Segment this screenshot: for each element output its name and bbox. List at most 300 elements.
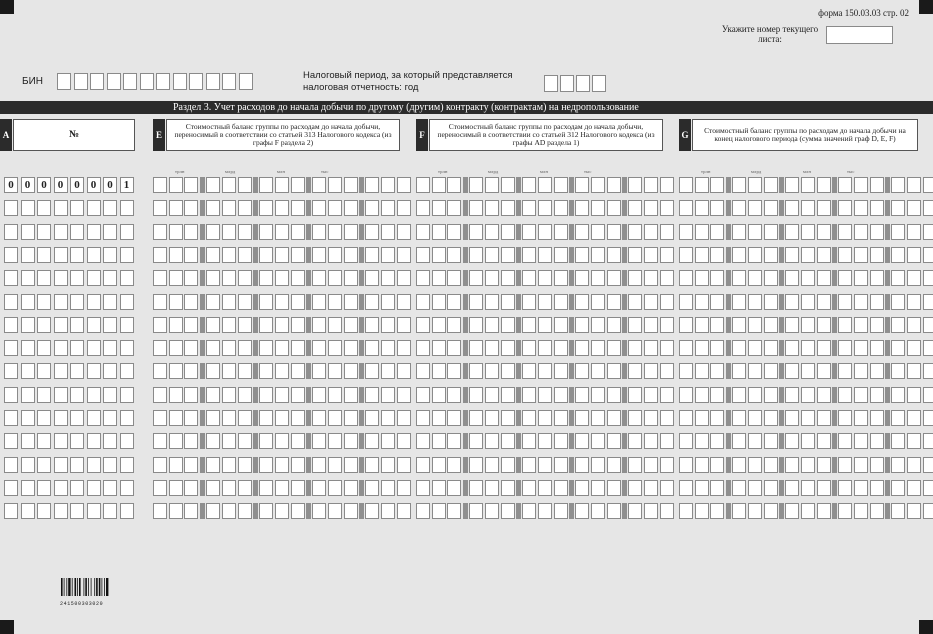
- amount-digit-cell[interactable]: [575, 270, 589, 286]
- amount-digit-cell[interactable]: [259, 503, 273, 519]
- amount-digit-cell[interactable]: [838, 340, 852, 356]
- number-digit-cell[interactable]: [120, 387, 134, 403]
- amount-digit-cell[interactable]: [817, 177, 831, 193]
- amount-digit-cell[interactable]: [817, 433, 831, 449]
- amount-digit-cell[interactable]: [416, 433, 430, 449]
- amount-digit-cell[interactable]: [870, 224, 884, 240]
- amount-digit-cell[interactable]: [416, 247, 430, 263]
- amount-digit-cell[interactable]: [344, 317, 358, 333]
- amount-digit-cell[interactable]: [660, 294, 674, 310]
- number-digit-cell[interactable]: [103, 363, 117, 379]
- amount-digit-cell[interactable]: [259, 200, 273, 216]
- amount-digit-cell[interactable]: [522, 387, 536, 403]
- year-digit-cell[interactable]: [576, 75, 590, 92]
- amount-digit-cell[interactable]: [785, 317, 799, 333]
- amount-digit-cell[interactable]: [206, 294, 220, 310]
- amount-digit-cell[interactable]: [432, 224, 446, 240]
- amount-digit-cell[interactable]: [710, 270, 724, 286]
- amount-digit-cell[interactable]: [469, 270, 483, 286]
- amount-digit-cell[interactable]: [432, 270, 446, 286]
- amount-digit-cell[interactable]: [679, 410, 693, 426]
- amount-digit-cell[interactable]: [291, 410, 305, 426]
- amount-digit-cell[interactable]: [817, 457, 831, 473]
- amount-digit-cell[interactable]: [275, 387, 289, 403]
- amount-digit-cell[interactable]: [538, 340, 552, 356]
- amount-digit-cell[interactable]: [838, 410, 852, 426]
- number-digit-cell[interactable]: [21, 387, 35, 403]
- amount-digit-cell[interactable]: [801, 457, 815, 473]
- amount-digit-cell[interactable]: [312, 294, 326, 310]
- amount-digit-cell[interactable]: [710, 200, 724, 216]
- amount-digit-cell[interactable]: [238, 480, 252, 496]
- amount-digit-cell[interactable]: [501, 410, 515, 426]
- amount-digit-cell[interactable]: [312, 224, 326, 240]
- amount-digit-cell[interactable]: [538, 317, 552, 333]
- amount-digit-cell[interactable]: [870, 270, 884, 286]
- amount-digit-cell[interactable]: [238, 340, 252, 356]
- amount-digit-cell[interactable]: [607, 433, 621, 449]
- amount-digit-cell[interactable]: [854, 294, 868, 310]
- amount-digit-cell[interactable]: [748, 410, 762, 426]
- number-digit-cell[interactable]: [37, 200, 51, 216]
- amount-digit-cell[interactable]: [854, 270, 868, 286]
- amount-digit-cell[interactable]: [554, 270, 568, 286]
- amount-digit-cell[interactable]: [169, 317, 183, 333]
- amount-digit-cell[interactable]: [184, 224, 198, 240]
- amount-digit-cell[interactable]: [169, 177, 183, 193]
- amount-digit-cell[interactable]: [923, 247, 933, 263]
- amount-digit-cell[interactable]: [891, 294, 905, 310]
- amount-digit-cell[interactable]: [554, 317, 568, 333]
- amount-digit-cell[interactable]: [469, 224, 483, 240]
- amount-digit-cell[interactable]: [291, 200, 305, 216]
- amount-digit-cell[interactable]: [554, 363, 568, 379]
- amount-digit-cell[interactable]: [838, 224, 852, 240]
- amount-digit-cell[interactable]: [312, 247, 326, 263]
- number-digit-cell[interactable]: [87, 247, 101, 263]
- amount-digit-cell[interactable]: [591, 480, 605, 496]
- number-digit-cell[interactable]: [21, 317, 35, 333]
- amount-digit-cell[interactable]: [554, 433, 568, 449]
- amount-digit-cell[interactable]: [169, 410, 183, 426]
- amount-digit-cell[interactable]: [501, 387, 515, 403]
- amount-digit-cell[interactable]: [891, 200, 905, 216]
- bin-digit-cell[interactable]: [189, 73, 203, 90]
- amount-digit-cell[interactable]: [628, 177, 642, 193]
- amount-digit-cell[interactable]: [485, 433, 499, 449]
- amount-digit-cell[interactable]: [679, 247, 693, 263]
- amount-digit-cell[interactable]: [907, 317, 921, 333]
- amount-digit-cell[interactable]: [891, 224, 905, 240]
- number-digit-cell[interactable]: [54, 387, 68, 403]
- amount-digit-cell[interactable]: [679, 363, 693, 379]
- amount-digit-cell[interactable]: [764, 433, 778, 449]
- amount-digit-cell[interactable]: [838, 270, 852, 286]
- amount-digit-cell[interactable]: [732, 480, 746, 496]
- amount-digit-cell[interactable]: [907, 457, 921, 473]
- amount-digit-cell[interactable]: [679, 317, 693, 333]
- amount-digit-cell[interactable]: [238, 177, 252, 193]
- amount-digit-cell[interactable]: [907, 200, 921, 216]
- amount-digit-cell[interactable]: [575, 363, 589, 379]
- amount-digit-cell[interactable]: [397, 294, 411, 310]
- amount-digit-cell[interactable]: [397, 340, 411, 356]
- amount-digit-cell[interactable]: [206, 457, 220, 473]
- bin-digit-cell[interactable]: [222, 73, 236, 90]
- amount-digit-cell[interactable]: [732, 294, 746, 310]
- amount-digit-cell[interactable]: [538, 363, 552, 379]
- number-digit-cell[interactable]: [54, 340, 68, 356]
- amount-digit-cell[interactable]: [679, 177, 693, 193]
- amount-digit-cell[interactable]: [591, 224, 605, 240]
- amount-digit-cell[interactable]: [801, 387, 815, 403]
- amount-digit-cell[interactable]: [344, 200, 358, 216]
- amount-digit-cell[interactable]: [469, 503, 483, 519]
- amount-digit-cell[interactable]: [184, 177, 198, 193]
- amount-digit-cell[interactable]: [748, 387, 762, 403]
- amount-digit-cell[interactable]: [907, 387, 921, 403]
- number-digit-cell[interactable]: [120, 224, 134, 240]
- amount-digit-cell[interactable]: [365, 317, 379, 333]
- amount-digit-cell[interactable]: [469, 387, 483, 403]
- amount-digit-cell[interactable]: [447, 340, 461, 356]
- amount-digit-cell[interactable]: [854, 224, 868, 240]
- amount-digit-cell[interactable]: [554, 294, 568, 310]
- amount-digit-cell[interactable]: [607, 270, 621, 286]
- amount-digit-cell[interactable]: [923, 457, 933, 473]
- amount-digit-cell[interactable]: [891, 270, 905, 286]
- year-digit-cell[interactable]: [560, 75, 574, 92]
- number-digit-cell[interactable]: [21, 247, 35, 263]
- amount-digit-cell[interactable]: [695, 294, 709, 310]
- amount-digit-cell[interactable]: [695, 177, 709, 193]
- amount-digit-cell[interactable]: [628, 224, 642, 240]
- amount-digit-cell[interactable]: [222, 177, 236, 193]
- number-digit-cell[interactable]: [87, 433, 101, 449]
- amount-digit-cell[interactable]: [785, 200, 799, 216]
- amount-digit-cell[interactable]: [328, 177, 342, 193]
- amount-digit-cell[interactable]: [206, 224, 220, 240]
- amount-digit-cell[interactable]: [838, 503, 852, 519]
- number-digit-cell[interactable]: [37, 410, 51, 426]
- number-digit-cell[interactable]: [21, 457, 35, 473]
- number-digit-cell[interactable]: [21, 294, 35, 310]
- amount-digit-cell[interactable]: [206, 200, 220, 216]
- amount-digit-cell[interactable]: [169, 340, 183, 356]
- number-digit-cell[interactable]: [70, 294, 84, 310]
- amount-digit-cell[interactable]: [923, 177, 933, 193]
- amount-digit-cell[interactable]: [764, 294, 778, 310]
- amount-digit-cell[interactable]: [184, 247, 198, 263]
- amount-digit-cell[interactable]: [344, 363, 358, 379]
- amount-digit-cell[interactable]: [907, 480, 921, 496]
- number-digit-cell[interactable]: [120, 410, 134, 426]
- amount-digit-cell[interactable]: [801, 363, 815, 379]
- amount-digit-cell[interactable]: [485, 177, 499, 193]
- amount-digit-cell[interactable]: [607, 224, 621, 240]
- amount-digit-cell[interactable]: [710, 224, 724, 240]
- amount-digit-cell[interactable]: [923, 317, 933, 333]
- number-digit-cell[interactable]: [54, 480, 68, 496]
- number-digit-cell[interactable]: [70, 224, 84, 240]
- amount-digit-cell[interactable]: [365, 340, 379, 356]
- number-digit-cell[interactable]: [4, 503, 18, 519]
- amount-digit-cell[interactable]: [854, 200, 868, 216]
- amount-digit-cell[interactable]: [365, 200, 379, 216]
- amount-digit-cell[interactable]: [169, 294, 183, 310]
- amount-digit-cell[interactable]: [501, 480, 515, 496]
- amount-digit-cell[interactable]: [679, 480, 693, 496]
- number-digit-cell[interactable]: [54, 294, 68, 310]
- amount-digit-cell[interactable]: [854, 457, 868, 473]
- amount-digit-cell[interactable]: [485, 340, 499, 356]
- amount-digit-cell[interactable]: [732, 177, 746, 193]
- amount-digit-cell[interactable]: [432, 340, 446, 356]
- amount-digit-cell[interactable]: [628, 247, 642, 263]
- bin-digit-cell[interactable]: [206, 73, 220, 90]
- amount-digit-cell[interactable]: [432, 294, 446, 310]
- bin-digit-cell[interactable]: [140, 73, 154, 90]
- amount-digit-cell[interactable]: [184, 503, 198, 519]
- number-digit-cell[interactable]: [70, 410, 84, 426]
- amount-digit-cell[interactable]: [801, 480, 815, 496]
- number-digit-cell[interactable]: [120, 294, 134, 310]
- amount-digit-cell[interactable]: [801, 433, 815, 449]
- amount-digit-cell[interactable]: [169, 224, 183, 240]
- number-digit-cell[interactable]: [37, 457, 51, 473]
- amount-digit-cell[interactable]: [344, 503, 358, 519]
- amount-digit-cell[interactable]: [432, 247, 446, 263]
- amount-digit-cell[interactable]: [710, 433, 724, 449]
- amount-digit-cell[interactable]: [291, 177, 305, 193]
- amount-digit-cell[interactable]: [344, 224, 358, 240]
- amount-digit-cell[interactable]: [538, 294, 552, 310]
- amount-digit-cell[interactable]: [679, 503, 693, 519]
- amount-digit-cell[interactable]: [432, 387, 446, 403]
- amount-digit-cell[interactable]: [575, 317, 589, 333]
- amount-digit-cell[interactable]: [501, 317, 515, 333]
- amount-digit-cell[interactable]: [575, 433, 589, 449]
- amount-digit-cell[interactable]: [838, 317, 852, 333]
- amount-digit-cell[interactable]: [907, 270, 921, 286]
- amount-digit-cell[interactable]: [923, 480, 933, 496]
- number-digit-cell[interactable]: [37, 247, 51, 263]
- amount-digit-cell[interactable]: [416, 177, 430, 193]
- number-digit-cell[interactable]: [103, 294, 117, 310]
- amount-digit-cell[interactable]: [607, 177, 621, 193]
- amount-digit-cell[interactable]: [732, 270, 746, 286]
- amount-digit-cell[interactable]: [764, 363, 778, 379]
- amount-digit-cell[interactable]: [679, 224, 693, 240]
- amount-digit-cell[interactable]: [838, 177, 852, 193]
- amount-digit-cell[interactable]: [328, 387, 342, 403]
- amount-digit-cell[interactable]: [184, 457, 198, 473]
- amount-digit-cell[interactable]: [748, 270, 762, 286]
- number-digit-cell[interactable]: [21, 270, 35, 286]
- year-digit-cell[interactable]: [544, 75, 558, 92]
- number-digit-cell[interactable]: [4, 363, 18, 379]
- amount-digit-cell[interactable]: [907, 247, 921, 263]
- amount-digit-cell[interactable]: [764, 247, 778, 263]
- amount-digit-cell[interactable]: [660, 457, 674, 473]
- amount-digit-cell[interactable]: [891, 433, 905, 449]
- amount-digit-cell[interactable]: [291, 224, 305, 240]
- amount-digit-cell[interactable]: [485, 270, 499, 286]
- amount-digit-cell[interactable]: [710, 340, 724, 356]
- amount-digit-cell[interactable]: [522, 270, 536, 286]
- amount-digit-cell[interactable]: [710, 317, 724, 333]
- number-digit-cell[interactable]: [70, 433, 84, 449]
- amount-digit-cell[interactable]: [838, 480, 852, 496]
- amount-digit-cell[interactable]: [785, 503, 799, 519]
- number-digit-cell[interactable]: [120, 503, 134, 519]
- amount-digit-cell[interactable]: [447, 224, 461, 240]
- number-digit-cell[interactable]: [87, 224, 101, 240]
- amount-digit-cell[interactable]: [554, 410, 568, 426]
- amount-digit-cell[interactable]: [222, 340, 236, 356]
- amount-digit-cell[interactable]: [522, 457, 536, 473]
- amount-digit-cell[interactable]: [644, 317, 658, 333]
- amount-digit-cell[interactable]: [817, 340, 831, 356]
- number-digit-cell[interactable]: [4, 224, 18, 240]
- amount-digit-cell[interactable]: [238, 410, 252, 426]
- amount-digit-cell[interactable]: [416, 457, 430, 473]
- amount-digit-cell[interactable]: [344, 387, 358, 403]
- amount-digit-cell[interactable]: [344, 247, 358, 263]
- amount-digit-cell[interactable]: [365, 270, 379, 286]
- amount-digit-cell[interactable]: [153, 503, 167, 519]
- amount-digit-cell[interactable]: [522, 433, 536, 449]
- number-digit-cell[interactable]: [54, 224, 68, 240]
- amount-digit-cell[interactable]: [854, 387, 868, 403]
- amount-digit-cell[interactable]: [169, 457, 183, 473]
- amount-digit-cell[interactable]: [591, 340, 605, 356]
- amount-digit-cell[interactable]: [275, 200, 289, 216]
- number-digit-cell[interactable]: [37, 270, 51, 286]
- amount-digit-cell[interactable]: [575, 480, 589, 496]
- amount-digit-cell[interactable]: [785, 270, 799, 286]
- number-digit-cell[interactable]: [21, 224, 35, 240]
- amount-digit-cell[interactable]: [522, 317, 536, 333]
- amount-digit-cell[interactable]: [591, 177, 605, 193]
- amount-digit-cell[interactable]: [522, 363, 536, 379]
- amount-digit-cell[interactable]: [607, 294, 621, 310]
- amount-digit-cell[interactable]: [785, 387, 799, 403]
- number-digit-cell[interactable]: [37, 363, 51, 379]
- amount-digit-cell[interactable]: [416, 410, 430, 426]
- amount-digit-cell[interactable]: [259, 387, 273, 403]
- amount-digit-cell[interactable]: [817, 387, 831, 403]
- amount-digit-cell[interactable]: [328, 200, 342, 216]
- amount-digit-cell[interactable]: [785, 480, 799, 496]
- amount-digit-cell[interactable]: [538, 387, 552, 403]
- amount-digit-cell[interactable]: [660, 200, 674, 216]
- amount-digit-cell[interactable]: [501, 224, 515, 240]
- number-digit-cell[interactable]: [120, 247, 134, 263]
- amount-digit-cell[interactable]: [891, 480, 905, 496]
- amount-digit-cell[interactable]: [644, 247, 658, 263]
- amount-digit-cell[interactable]: [732, 247, 746, 263]
- number-digit-cell[interactable]: [37, 224, 51, 240]
- amount-digit-cell[interactable]: [238, 294, 252, 310]
- amount-digit-cell[interactable]: [695, 224, 709, 240]
- number-digit-cell[interactable]: [70, 480, 84, 496]
- amount-digit-cell[interactable]: [153, 340, 167, 356]
- amount-digit-cell[interactable]: [275, 294, 289, 310]
- amount-digit-cell[interactable]: [907, 294, 921, 310]
- amount-digit-cell[interactable]: [291, 480, 305, 496]
- amount-digit-cell[interactable]: [679, 433, 693, 449]
- amount-digit-cell[interactable]: [870, 387, 884, 403]
- amount-digit-cell[interactable]: [238, 224, 252, 240]
- amount-digit-cell[interactable]: [153, 363, 167, 379]
- amount-digit-cell[interactable]: [381, 317, 395, 333]
- amount-digit-cell[interactable]: [538, 503, 552, 519]
- amount-digit-cell[interactable]: [169, 387, 183, 403]
- number-digit-cell[interactable]: [4, 480, 18, 496]
- amount-digit-cell[interactable]: [416, 270, 430, 286]
- number-digit-cell[interactable]: [120, 363, 134, 379]
- number-digit-cell[interactable]: [103, 317, 117, 333]
- amount-digit-cell[interactable]: [447, 294, 461, 310]
- amount-digit-cell[interactable]: [397, 387, 411, 403]
- amount-digit-cell[interactable]: [206, 363, 220, 379]
- amount-digit-cell[interactable]: [381, 224, 395, 240]
- amount-digit-cell[interactable]: [522, 410, 536, 426]
- amount-digit-cell[interactable]: [469, 317, 483, 333]
- amount-digit-cell[interactable]: [554, 177, 568, 193]
- amount-digit-cell[interactable]: [801, 410, 815, 426]
- amount-digit-cell[interactable]: [554, 387, 568, 403]
- amount-digit-cell[interactable]: [748, 224, 762, 240]
- amount-digit-cell[interactable]: [907, 363, 921, 379]
- amount-digit-cell[interactable]: [259, 317, 273, 333]
- amount-digit-cell[interactable]: [184, 200, 198, 216]
- amount-digit-cell[interactable]: [923, 270, 933, 286]
- amount-digit-cell[interactable]: [344, 410, 358, 426]
- amount-digit-cell[interactable]: [365, 433, 379, 449]
- amount-digit-cell[interactable]: [238, 247, 252, 263]
- number-digit-cell[interactable]: [54, 200, 68, 216]
- amount-digit-cell[interactable]: [447, 317, 461, 333]
- amount-digit-cell[interactable]: [432, 363, 446, 379]
- amount-digit-cell[interactable]: [275, 317, 289, 333]
- amount-digit-cell[interactable]: [817, 410, 831, 426]
- amount-digit-cell[interactable]: [275, 363, 289, 379]
- amount-digit-cell[interactable]: [312, 270, 326, 286]
- amount-digit-cell[interactable]: [838, 294, 852, 310]
- amount-digit-cell[interactable]: [660, 317, 674, 333]
- number-digit-cell[interactable]: [37, 433, 51, 449]
- amount-digit-cell[interactable]: [275, 224, 289, 240]
- amount-digit-cell[interactable]: [607, 340, 621, 356]
- amount-digit-cell[interactable]: [923, 224, 933, 240]
- amount-digit-cell[interactable]: [381, 177, 395, 193]
- amount-digit-cell[interactable]: [485, 317, 499, 333]
- amount-digit-cell[interactable]: [695, 387, 709, 403]
- amount-digit-cell[interactable]: [238, 270, 252, 286]
- amount-digit-cell[interactable]: [153, 317, 167, 333]
- amount-digit-cell[interactable]: [291, 340, 305, 356]
- number-digit-cell[interactable]: [4, 340, 18, 356]
- number-digit-cell[interactable]: [103, 503, 117, 519]
- amount-digit-cell[interactable]: [432, 410, 446, 426]
- amount-digit-cell[interactable]: [801, 224, 815, 240]
- amount-digit-cell[interactable]: [923, 410, 933, 426]
- number-digit-cell[interactable]: [21, 503, 35, 519]
- amount-digit-cell[interactable]: [397, 317, 411, 333]
- amount-digit-cell[interactable]: [447, 200, 461, 216]
